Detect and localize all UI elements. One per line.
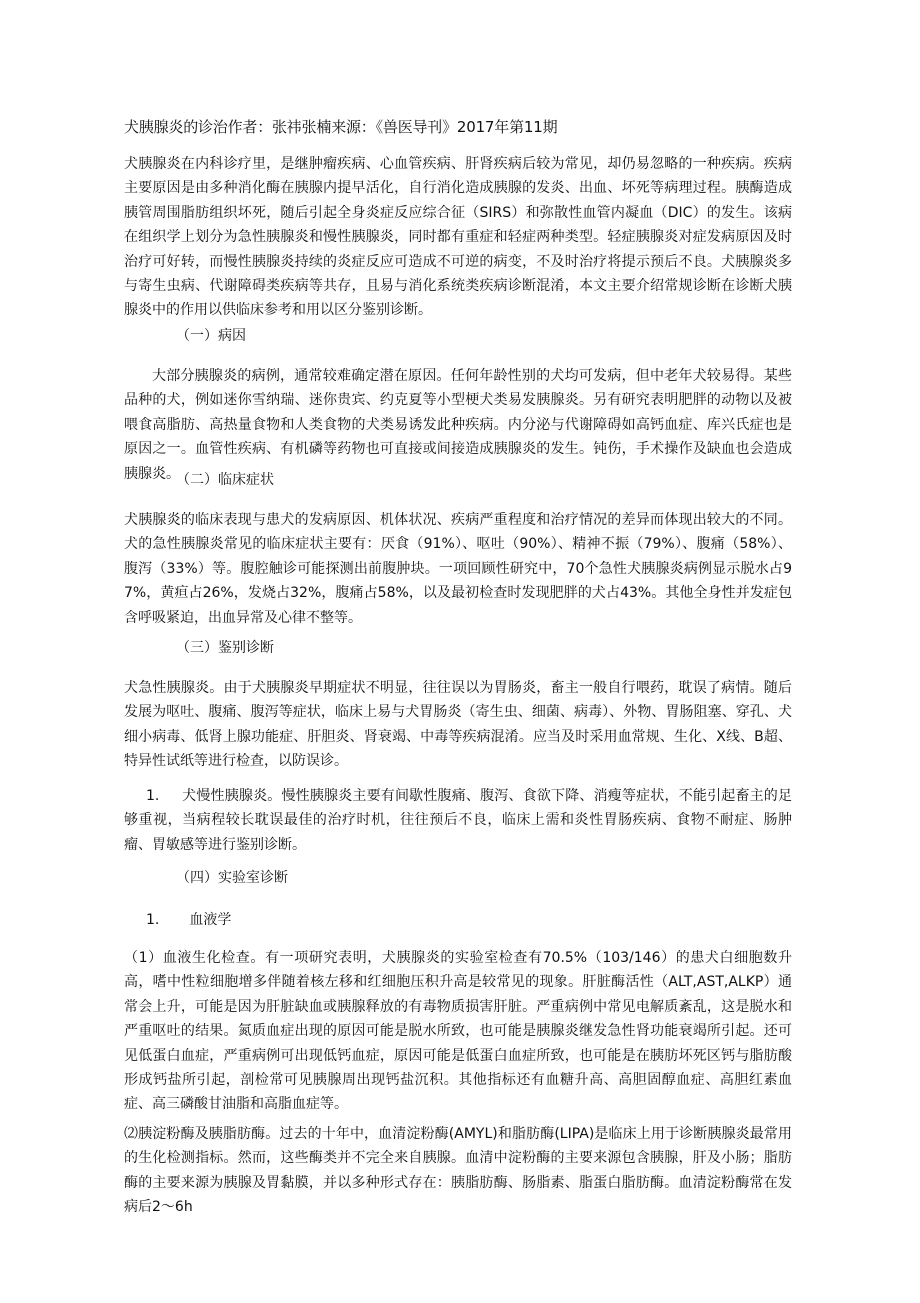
section-heading-cause: （一）病因 <box>176 328 246 344</box>
differential-item-1 <box>124 784 792 857</box>
lab-paragraph-2: ⑵胰淀粉酶及胰脂肪酶。过去的十年中，血清淀粉酶(AMYL)和脂肪酶(LIPA)是临床上用于诊断胰腺炎最常用的生化检测指标。然而，这些酶类并不完全来自胰腺。血清中淀粉酶的主要来源包含胰腺，肝及小肠；脂肪酶的主要来源为胰腺及胃黏膜，并以多种形式存在：胰脂肪酶、肠脂素、脂蛋白脂肪酶。血清淀粉酶常在发病后2〜6h <box>124 1126 792 1216</box>
section-heading-symptoms: （二）临床症状 <box>176 472 274 488</box>
lab-item-1 <box>146 910 231 930</box>
section-symptoms-text: 犬胰腺炎的临床表现与患犬的发病原因、机体状况、疾病严重程度和治疗情况的差异而体现出较大的不同。犬的急性胰腺炎常见的临床症状主要有：厌食（91%）、呕吐（90%）、精神不振（79%）、腹痛（58%）、腹泻（33%）等。腹腔触诊可能探测出前腹肿块。一项回顾性研究中，70个急性犬胰腺炎病例显示脱水占97%，黄疸占26%，发烧占32%，腹痛占58%，以及最初检查时发现肥胖的犬占43%。其他全身性并发症包含呼吸紧迫，出血异常及心律不整等。 <box>124 512 792 626</box>
list-number: 1. <box>146 788 160 804</box>
section-differential-text: 犬急性胰腺炎。由于犬胰腺炎早期症状不明显，往往误以为胃肠炎，畜主一般自行喂药，耽误了病情。随后发展为呕吐、腹痛、腹泻等症状，临床上易与犬胃肠炎（寄生虫、细菌、病毒）、外物、胃肠阻塞、穿孔、犬细小病毒、低肾上腺功能症、肝胆炎、肾衰竭、中毒等疾病混淆。应当及时采用血常规、生化、X线、B超、特异性试纸等进行检查，以防误诊。 <box>124 680 792 770</box>
section-heading-differential: （三）鉴别诊断 <box>176 640 274 656</box>
intro-paragraph: 犬胰腺炎在内科诊疗里，是继肿瘤疾病、心血管疾病、肝肾疾病后较为常见，却仍易忽略的一种疾病。疾病主要原因是由多种消化酶在胰腺内提早活化，自行消化造成胰腺的发炎、出血、坏死等病理过程。胰酶造成胰管周围脂肪组织坏死，随后引起全身炎症反应综合征（SIRS）和弥散性血管内凝血（DIC）的发生。该病在组织学上划分为急性胰腺炎和慢性胰腺炎，同时都有重症和轻症两种类型。轻症胰腺炎对症发病原因及时治疗可好转，而慢性胰腺炎持续的炎症反应可造成不可逆的病变，不及时治疗将提示预后不良。犬胰腺炎多与寄生虫病、代谢障碍类疾病等共存，且易与消化系统类疾病诊断混淆，本文主要介绍常规诊断在诊断犬胰腺炎中的作用以供临床参考和用以区分鉴别诊断。 <box>124 156 792 319</box>
lab-item-1-label: 血液学 <box>189 912 232 928</box>
lab-paragraph-1: （1）血液生化检查。有一项研究表明，犬胰腺炎的实验室检查有70.5%（103/146）的患犬白细胞数升高，嗜中性粒细胞增多伴随着核左移和红细胞压积升高是较常见的现象。肝脏酶活性（ALT,AST,ALKP）通常会上升，可能是因为肝脏缺血或胰腺释放的有毒物质损害肝脏。严重病例中常见电解质紊乱，这是脱水和严重呕吐的结果。氮质血症出现的原因可能是脱水所致，也可能是胰腺炎继发急性肾功能衰竭所引起。还可见低蛋白血症，严重病例可出现低钙血症，原因可能是低蛋白血症所致，也可能是在胰肪坏死区钙与脂肪酸形成钙盐所引起，剖检常可见胰腺周出现钙盐沉积。其他指标还有血糖升高、高胆固醇血症、高胆红素血症、高三磷酸甘油脂和高脂血症等。 <box>124 950 792 1113</box>
section-cause-text: 大部分胰腺炎的病例，通常较难确定潜在原因。任何年龄性别的犬均可发病，但中老年犬较易得。某些品种的犬，例如迷你雪纳瑞、迷你贵宾、约克夏等小型梗犬类易发胰腺炎。另有研究表明肥胖的动物以及被喂食高脂肪、高热量食物和人类食物的犬类易诱发此种疾病。内分泌与代谢障碍如高钙血症、库兴氏症也是原因之一。血管性疾病、有机磷等药物也可直接或间接造成胰腺炎的发生。钝伤，手术操作及缺血也会造成胰腺炎。 <box>124 368 792 482</box>
list-number: 1. <box>146 912 160 928</box>
differential-item-1-text: 犬慢性胰腺炎。慢性胰腺炎主要有间歇性腹痛、腹泻、食欲下降、消瘦等症状，不能引起畜主的足够重视，当病程较长耽误最佳的治疗时机，往往预后不良，临床上需和炎性胃肠疾病、食物不耐症、肠肿瘤、胃敏感等进行鉴别诊断。 <box>124 788 792 853</box>
document-title: 犬胰腺炎的诊治作者：张祎张楠来源：《兽医导刊》2017年第11期 <box>124 118 558 136</box>
section-heading-lab: （四）实验室诊断 <box>176 870 288 886</box>
